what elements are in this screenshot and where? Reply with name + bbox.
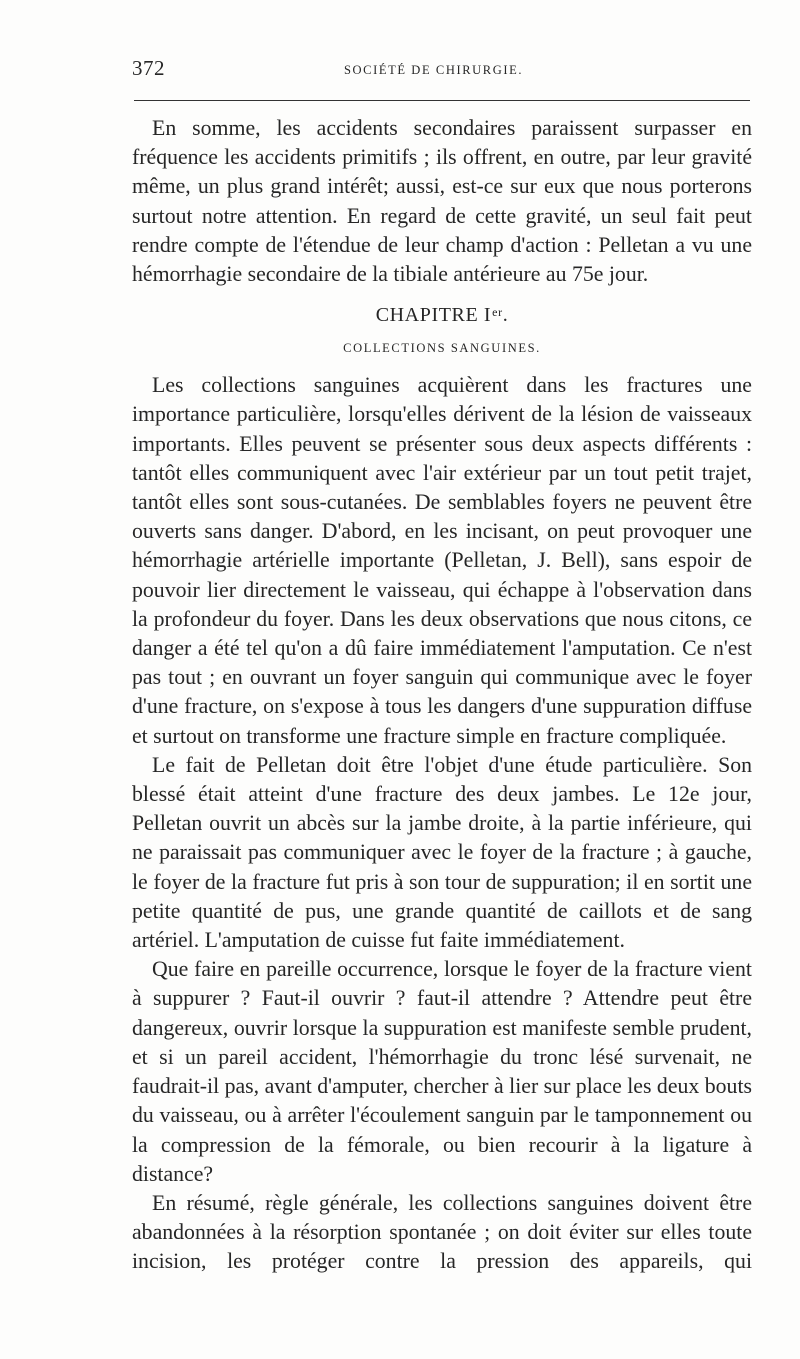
paragraph-resume: En résumé, règle générale, les collections sanguines doivent être abandonnées à la résorption spontanée ; on doit éviter sur elles toute incision, les protéger contre la pression des appareils, qui [132,1190,752,1274]
page-number: 372 [132,56,165,80]
paragraph-intro: En somme, les accidents secondaires paraissent surpasser en fréquence les accidents primitifs ; ils offrent, en outre, par leur gravité même, un plus grand intérêt; aussi, est-ce sur eux que nous porterons surtout notre attention. En regard de cette gravité, un seul fait peut rendre compte de l'étendue de leur champ d'action : Pelletan a vu une hémorrhagie secondaire de la tibiale antérieure au 75e jour. [132,116,752,287]
chapter-label: CHAPITRE I [375,304,492,327]
header-rule [134,100,750,101]
chapter-heading [132,299,752,328]
running-head: SOCIÉTÉ DE CHIRURGIE. [344,63,524,77]
paragraph-pelletan: Le fait de Pelletan doit être l'objet d'une étude particulière. Son blessé était atteint d'une fracture des deux jambes. Le 12e jour, Pelletan ouvrit un abcès sur la jambe droite, à la partie inférieure, qui ne paraissait pas communiquer avec le foyer de la fracture ; à gauche, le foyer de la fracture fut pris à son tour de suppuration; il en sortit une petite quantité de pus, une grande quantité de caillots et de sang artériel. L'amputation de cuisse fut faite immédiatement. [132,752,752,953]
section-title: COLLECTIONS SANGUINES. [343,341,541,356]
chapter-period: . [502,304,509,327]
body-text [132,114,752,1277]
page-header [132,56,750,86]
paragraph-question: Que faire en pareille occurrence, lorsque le foyer de la fracture vient à suppurer ? Faut-il ouvrir ? faut-il attendre ? Attendre peut être dangereux, ouvrir lorsque la suppuration est manifeste semble prudent, et si un pareil accident, l'hémorrhagie du tronc lésé survenait, ne faudrait-il pas, avant d'amputer, chercher à lier sur place les deux bouts du vaisseau, ou à arrêter l'écoulement sanguin par le tamponnement ou la compression de la fémorale, ou bien recourir à la ligature à distance? [132,957,752,1186]
chapter-superscript: er [492,305,503,320]
paragraph-collections: Les collections sanguines acquièrent dans les fractures une importance particulière, lorsqu'elles dérivent de la lésion de vaisseaux importants. Elles peuvent se présenter sous deux aspects différents : tantôt elles communiquent avec l'air extérieur par un tout petit trajet, tantôt elles sont sous-cutanées. De semblables foyers ne peuvent être ouverts sans danger. D'abord, en les incisant, on peut provoquer une hémorrhagie artérielle importante (Pelletan, J. Bell), sans espoir de pouvoir lier directement le vaisseau, qui échappe à l'observation dans la profondeur du foyer. Dans les deux observations que nous citons, ce danger a été tel qu'on a dû faire immédiatement l'amputation. Ce n'est pas tout ; en ouvrant un foyer sanguin qui communique avec le foyer d'une fracture, on s'expose à tous les dangers d'une suppuration diffuse et surtout on transforme une fracture simple en fracture compliquée. [132,373,752,748]
